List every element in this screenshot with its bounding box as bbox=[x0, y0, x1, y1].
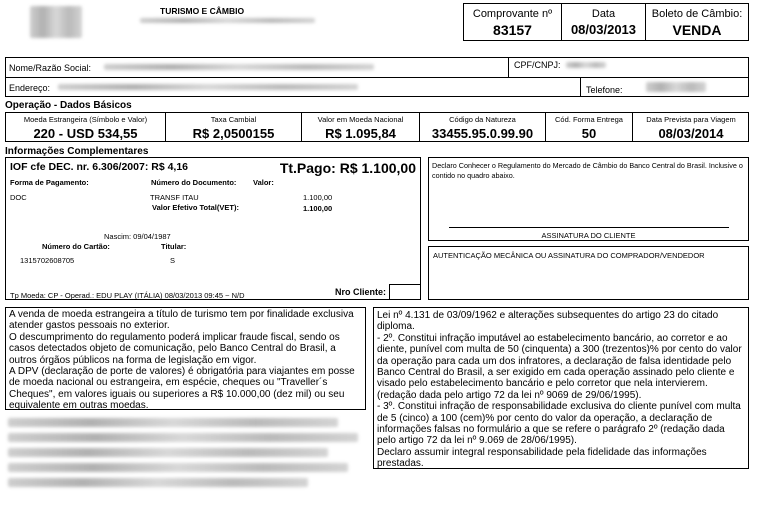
complement-section-title: Informações Complementares bbox=[5, 146, 149, 157]
declaration-box bbox=[428, 157, 749, 241]
nature-code-header: Código da Natureza bbox=[449, 115, 516, 124]
redacted-line-3 bbox=[8, 448, 328, 457]
exchange-rate-header: Taxa Cambial bbox=[210, 115, 257, 124]
regulation-notice-box bbox=[5, 307, 366, 410]
travel-date-cell bbox=[633, 113, 749, 141]
vet-value: 1.100,00 bbox=[303, 204, 333, 213]
law-paragraph-3: - 3º. Constitui infração de responsabilidade exclusiva do cliente punível com multa de 5 (cinco) a 100 (cem)% por cento do valor da operação, a declaração de informações falsas no formulário a que se refere o parágrafo 2º (redação dada pelo artigo 72 da lei nº 9.069 de 28/06/1995). bbox=[377, 401, 741, 447]
vet-label: Valor Efetivo Total(VET): bbox=[152, 203, 239, 212]
authentication-label: AUTENTICAÇÃO MECÂNICA OU ASSINATURA DO COMPRADOR/VENDEDOR bbox=[433, 251, 705, 260]
national-value-value: R$ 1.095,84 bbox=[325, 126, 396, 141]
foreign-currency-header: Moeda Estrangeira (Símbolo e Valor) bbox=[23, 115, 148, 124]
boleto-value: VENDA bbox=[672, 22, 722, 38]
law-declaration: Declaro assumir integral responsabilidade pela fidelidade das informações prestadas. bbox=[377, 446, 707, 470]
client-signature-label: ASSINATURA DO CLIENTE bbox=[541, 231, 636, 240]
holder-label: Titular: bbox=[161, 242, 187, 251]
payment-form-value: DOC bbox=[10, 193, 27, 202]
phone-label: Telefone: bbox=[586, 85, 623, 95]
operation-table bbox=[5, 112, 749, 142]
total-paid: Tt.Pago: R$ 1.100,00 bbox=[279, 160, 416, 176]
declaration-text: Declaro Conhecer o Regulamento do Mercado de Câmbio do Banco Central do Brasil. Inclusive o contido no quadro abaixo. bbox=[432, 161, 743, 180]
signature-line bbox=[449, 227, 729, 228]
client-number-field bbox=[389, 284, 421, 300]
client-info-box bbox=[5, 57, 749, 97]
complement-box bbox=[5, 157, 421, 300]
law-intro: Lei nº 4.131 de 03/09/1962 e alterações subsequentes do artigo 23 do citado diploma. bbox=[377, 310, 719, 333]
card-number-value: 1315702608705 bbox=[20, 256, 75, 265]
receipt-number-box bbox=[463, 3, 562, 41]
notice-purpose: A venda de moeda estrangeira a título de turismo tem por finalidade exclusiva atender gastos pessoais no exterior. bbox=[9, 309, 354, 332]
client-number-label: Nro Cliente: bbox=[335, 287, 387, 297]
company-logo-redacted bbox=[30, 6, 82, 38]
date-value: 08/03/2013 bbox=[570, 22, 637, 37]
payment-form-label: Forma de Pagamento: bbox=[10, 178, 89, 187]
operator-footer: Tp Moeda: CP - Operad.: EDU PLAY (ITÁLIA) 08/03/2013 09:45 ~ N/D bbox=[10, 291, 245, 300]
receipt-number-value: 83157 bbox=[493, 22, 532, 38]
nature-code-value: 33455.95.0.99.90 bbox=[431, 126, 534, 141]
card-number-label: Número do Cartão: bbox=[42, 242, 110, 251]
national-value-header: Valor em Moeda Nacional bbox=[317, 115, 404, 124]
date-label: Data bbox=[591, 8, 616, 20]
authentication-box bbox=[428, 246, 749, 300]
iof-text: IOF cfe DEC. nr. 6.306/2007: R$ 4,16 bbox=[10, 161, 189, 173]
exchange-rate-cell bbox=[166, 113, 302, 141]
notice-dpv: A DPV (declaração de porte de valores) é obrigatória para viajantes em posse de moeda nacional ou estrangeira, em espécie, cheques ou "Traveller´s Cheques", em valores iguais ou superiores a R$ 10.000,00 (dez mil) ou seu equivalente em outras moedas. bbox=[9, 366, 355, 412]
redacted-line-5 bbox=[8, 478, 308, 487]
company-name: TURISMO E CÂMBIO bbox=[160, 6, 245, 16]
birth-date: Nascim: 09/04/1987 bbox=[104, 232, 171, 241]
foreign-currency-value: 220 - USD 534,55 bbox=[33, 126, 138, 141]
holder-value: S bbox=[170, 256, 176, 265]
boleto-box bbox=[645, 3, 749, 41]
delivery-form-value: 50 bbox=[581, 126, 597, 141]
redacted-line-1 bbox=[8, 418, 338, 427]
redacted-line-4 bbox=[8, 463, 348, 472]
payment-value: 1.100,00 bbox=[303, 193, 333, 202]
foreign-currency-cell bbox=[6, 113, 166, 141]
cpf-redacted bbox=[566, 62, 606, 68]
delivery-form-cell bbox=[546, 113, 633, 141]
date-box bbox=[561, 3, 646, 41]
redacted-line-2 bbox=[8, 433, 358, 442]
address-redacted bbox=[58, 84, 358, 90]
nature-code-cell bbox=[420, 113, 546, 141]
boleto-label: Boleto de Câmbio: bbox=[651, 8, 743, 20]
receipt-number-label: Comprovante nº bbox=[472, 8, 553, 20]
company-address-redacted bbox=[140, 18, 315, 23]
delivery-form-header: Cód. Forma Entrega bbox=[555, 115, 623, 124]
phone-redacted bbox=[646, 82, 706, 92]
notice-fraud: O descumprimento do regulamento poderá implicar fraude fiscal, sendo os casos detectados objeto de comunicação, pelo Banco Central do Brasil, a outros órgãos públicos na forma de legislação em vigor. bbox=[9, 331, 340, 366]
payment-method-value: TRANSF ITAU bbox=[150, 193, 199, 202]
law-notice-box bbox=[373, 307, 749, 469]
travel-date-header: Data Prevista para Viagem bbox=[646, 115, 736, 124]
law-paragraph-2: - 2º. Constitui infração imputável ao estabelecimento bancário, ao corretor e ao diente, punível com multa de 50 (cinquenta) a 300 (trezentos)% por cento do valor da operação para cada um dos infratores, a declaração de falsa identidade pelo Banco Central do Brasil, a ser exigido em cada operação assinado pelo cliente e visado pelo estabelecimento bancário e pelo corretor que nela intervierem. (redação dada pelo artigo 72 da lei nº 9069 de 29/06/1995). bbox=[377, 332, 742, 401]
document-number-label: Número do Documento: bbox=[151, 178, 237, 187]
client-name-redacted bbox=[104, 64, 374, 70]
address-label: Endereço: bbox=[9, 83, 51, 93]
exchange-rate-value: R$ 2,0500155 bbox=[192, 126, 275, 141]
name-label: Nome/Razão Social: bbox=[9, 63, 92, 73]
cpf-label: CPF/CNPJ: bbox=[514, 60, 561, 70]
value-label: Valor: bbox=[253, 178, 274, 187]
operation-section-title: Operação - Dados Básicos bbox=[5, 100, 132, 111]
national-value-cell bbox=[302, 113, 420, 141]
travel-date-value: 08/03/2014 bbox=[658, 126, 724, 141]
